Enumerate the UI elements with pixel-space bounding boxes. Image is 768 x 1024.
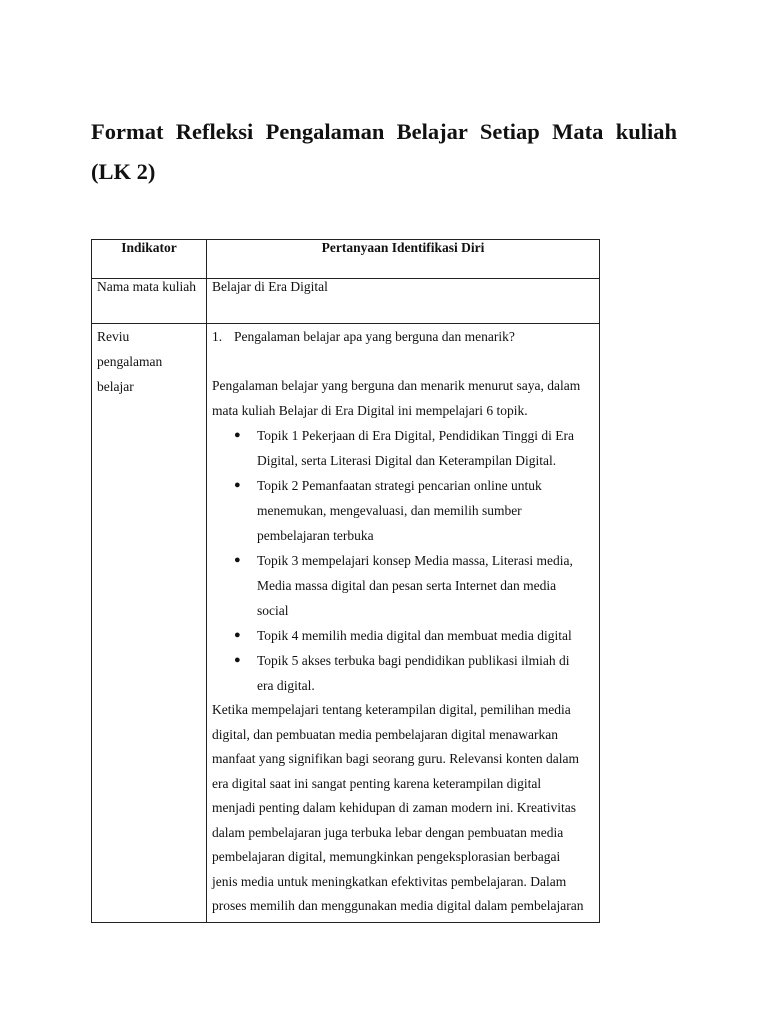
topic-item (234, 648, 594, 698)
table-header-row (92, 240, 600, 279)
closing-line: proses memilih dan menggunakan media digital dalam pembelajaran (212, 898, 584, 914)
intro-line: Pengalaman belajar yang berguna dan menarik menurut saya, dalam (212, 378, 581, 393)
topic-item (234, 423, 594, 473)
bullet-icon: ● (234, 654, 241, 667)
closing-line: digital, dan pembuatan media pembelajaran digital menawarkan (212, 726, 558, 742)
course-label: Nama mata kuliah (92, 279, 207, 324)
closing-line: Ketika mempelajari tentang keterampilan digital, pemilihan media (212, 702, 571, 718)
closing-line: era digital saat ini sangat penting karena keterampilan digital (212, 775, 542, 791)
closing-line: manfaat yang signifikan bagi seorang guru. Relevansi konten dalam (212, 751, 580, 767)
topic-item (234, 548, 594, 623)
table-row-review (92, 324, 600, 923)
question-number: 1. (212, 329, 223, 344)
header-question: Pertanyaan Identifikasi Diri (207, 240, 600, 279)
review-label-line: pengalaman (97, 354, 163, 369)
document-title: Format Refleksi Pengalaman Belajar Setiap Mata kuliah (91, 119, 677, 144)
review-label-line: belajar (97, 379, 134, 394)
course-value: Belajar di Era Digital (207, 279, 600, 324)
topic-item (234, 623, 594, 648)
bullet-icon: ● (234, 429, 241, 442)
topic-line: Topik 1 Pekerjaan di Era Digital, Pendidikan Tinggi di Era (257, 428, 575, 444)
question-text: Pengalaman belajar apa yang berguna dan menarik? (234, 329, 515, 344)
closing-line: dalam pembelajaran juga terbuka lebar dengan pembuatan media (212, 824, 564, 840)
topic-line: pembelajaran terbuka (257, 528, 374, 544)
intro-line: mata kuliah Belajar di Era Digital ini mempelajari 6 topik. (212, 402, 528, 418)
document-title-code: (LK 2) (91, 159, 156, 184)
closing-line: pembelajaran digital, memungkinkan pengeksplorasian berbagai (212, 849, 561, 865)
closing-line: jenis media untuk meningkatkan efektivitas pembelajaran. Dalam (212, 873, 567, 889)
review-label-line: Reviu (97, 329, 130, 344)
bullet-icon: ● (234, 629, 241, 642)
blank-line (212, 349, 594, 374)
table-row-course (92, 279, 600, 324)
bullet-icon: ● (234, 554, 241, 567)
topic-line: era digital. (257, 678, 315, 694)
topic-line: Digital, serta Literasi Digital dan Keterampilan Digital. (257, 453, 557, 469)
bullet-icon: ● (234, 479, 241, 492)
topic-line: Media massa digital dan pesan serta Internet dan media (257, 578, 557, 594)
topic-item (234, 473, 594, 548)
topic-line: Topik 2 Pemanfaatan strategi pencarian online untuk (257, 478, 542, 494)
topic-list (212, 423, 594, 698)
topic-line: Topik 3 mempelajari konsep Media massa, Literasi media, (257, 553, 573, 569)
question-item (212, 324, 594, 349)
topic-line: Topik 4 memilih media digital dan membuat media digital (257, 628, 572, 644)
review-content-cell (207, 324, 600, 923)
topic-line: Topik 5 akses terbuka bagi pendidikan publikasi ilmiah di (257, 653, 570, 669)
topic-line: social (257, 603, 289, 619)
reflection-table (91, 239, 600, 923)
review-label-cell (92, 324, 207, 923)
header-indicator: Indikator (92, 240, 207, 279)
closing-line: menjadi penting dalam kehidupan di zaman modern ini. Kreativitas (212, 800, 577, 816)
topic-line: menemukan, mengevaluasi, dan memilih sumber (257, 503, 522, 519)
